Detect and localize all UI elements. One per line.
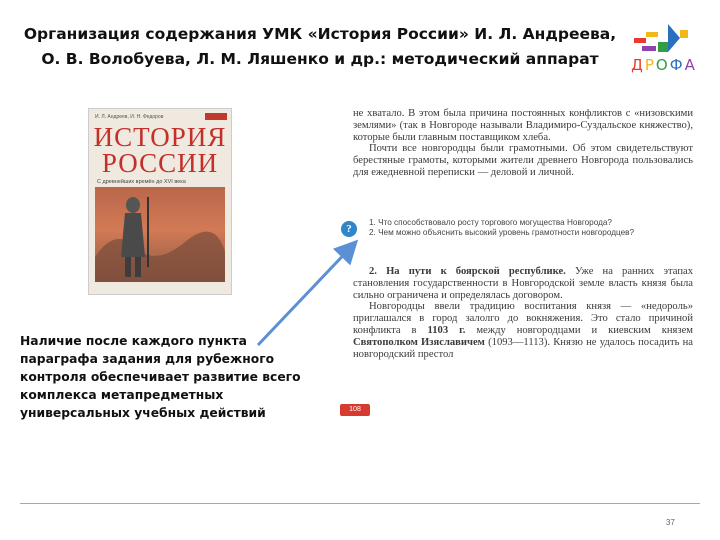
section-title: 2. На пути к боярской республике. (369, 266, 566, 277)
para4-end: (1093—1113). Князю не удалось посадить на новгородский престол (353, 336, 693, 360)
question-2: 2. Чем можно объяснить высокий уровень грамотности новгородцев? (369, 228, 635, 237)
footer-divider (20, 503, 700, 504)
question-1: 1. Что способствовало росту торгового могущества Новгорода? (369, 218, 612, 227)
title-line-2: О. В. Волобуева, Л. М. Ляшенко и др.: методический аппарат (41, 50, 599, 68)
page-number-badge: 108 (340, 404, 370, 416)
caption-text: Наличие после каждого пункта параграфа задания для рубежного контроля обеспечивает развитие всего комплекса метапредметных универсальных учебных действий (20, 334, 301, 420)
cover-title-line-2: РОССИИ (101, 148, 219, 178)
title-line-1: Организация содержания УМК «История России» И. Л. Андреева, (23, 25, 617, 43)
cover-title-line-1: ИСТОРИЯ (93, 122, 227, 152)
cover-subtitle: С древнейших времён до XVI века (97, 179, 186, 185)
para4-prince: Святополком Изяславичем (353, 336, 485, 348)
para4-start: Новгородцы ввели традицию воспитания князя — «недороль» приглашался в город залолго до вокняжения. Это стало причиной конфликта в (353, 301, 693, 336)
para4-year: 1103 г. (427, 324, 466, 336)
logo-text: ДРОФА (631, 56, 697, 74)
page-paragraph-1: не хватало. В этом была причина постоянных конфликтов с «низовскими землями» (так в Новгороде называли Владимиро-Суздальское княжество), которые были главным поставщиком хлеба. (353, 108, 693, 143)
page-paragraph-2: Почти все новгородцы были грамотными. Об этом свидетельствуют берестяные грамоты, которыми жители древнего Новгорода пользовались для ежедневной переписки — деловой и личной. (353, 143, 693, 178)
cover-authors: И. Л. Андреев, И. Н. Федоров (95, 114, 164, 120)
question-icon: ? (341, 221, 357, 237)
para4-mid: между новгородцами и киевским князем (465, 324, 693, 336)
section-text: Уже на ранних этапах становления государственности в Новгородской земле власть князя была сильно ограничена и определялась договором. (353, 266, 694, 301)
slide-number: 37 (666, 518, 675, 527)
